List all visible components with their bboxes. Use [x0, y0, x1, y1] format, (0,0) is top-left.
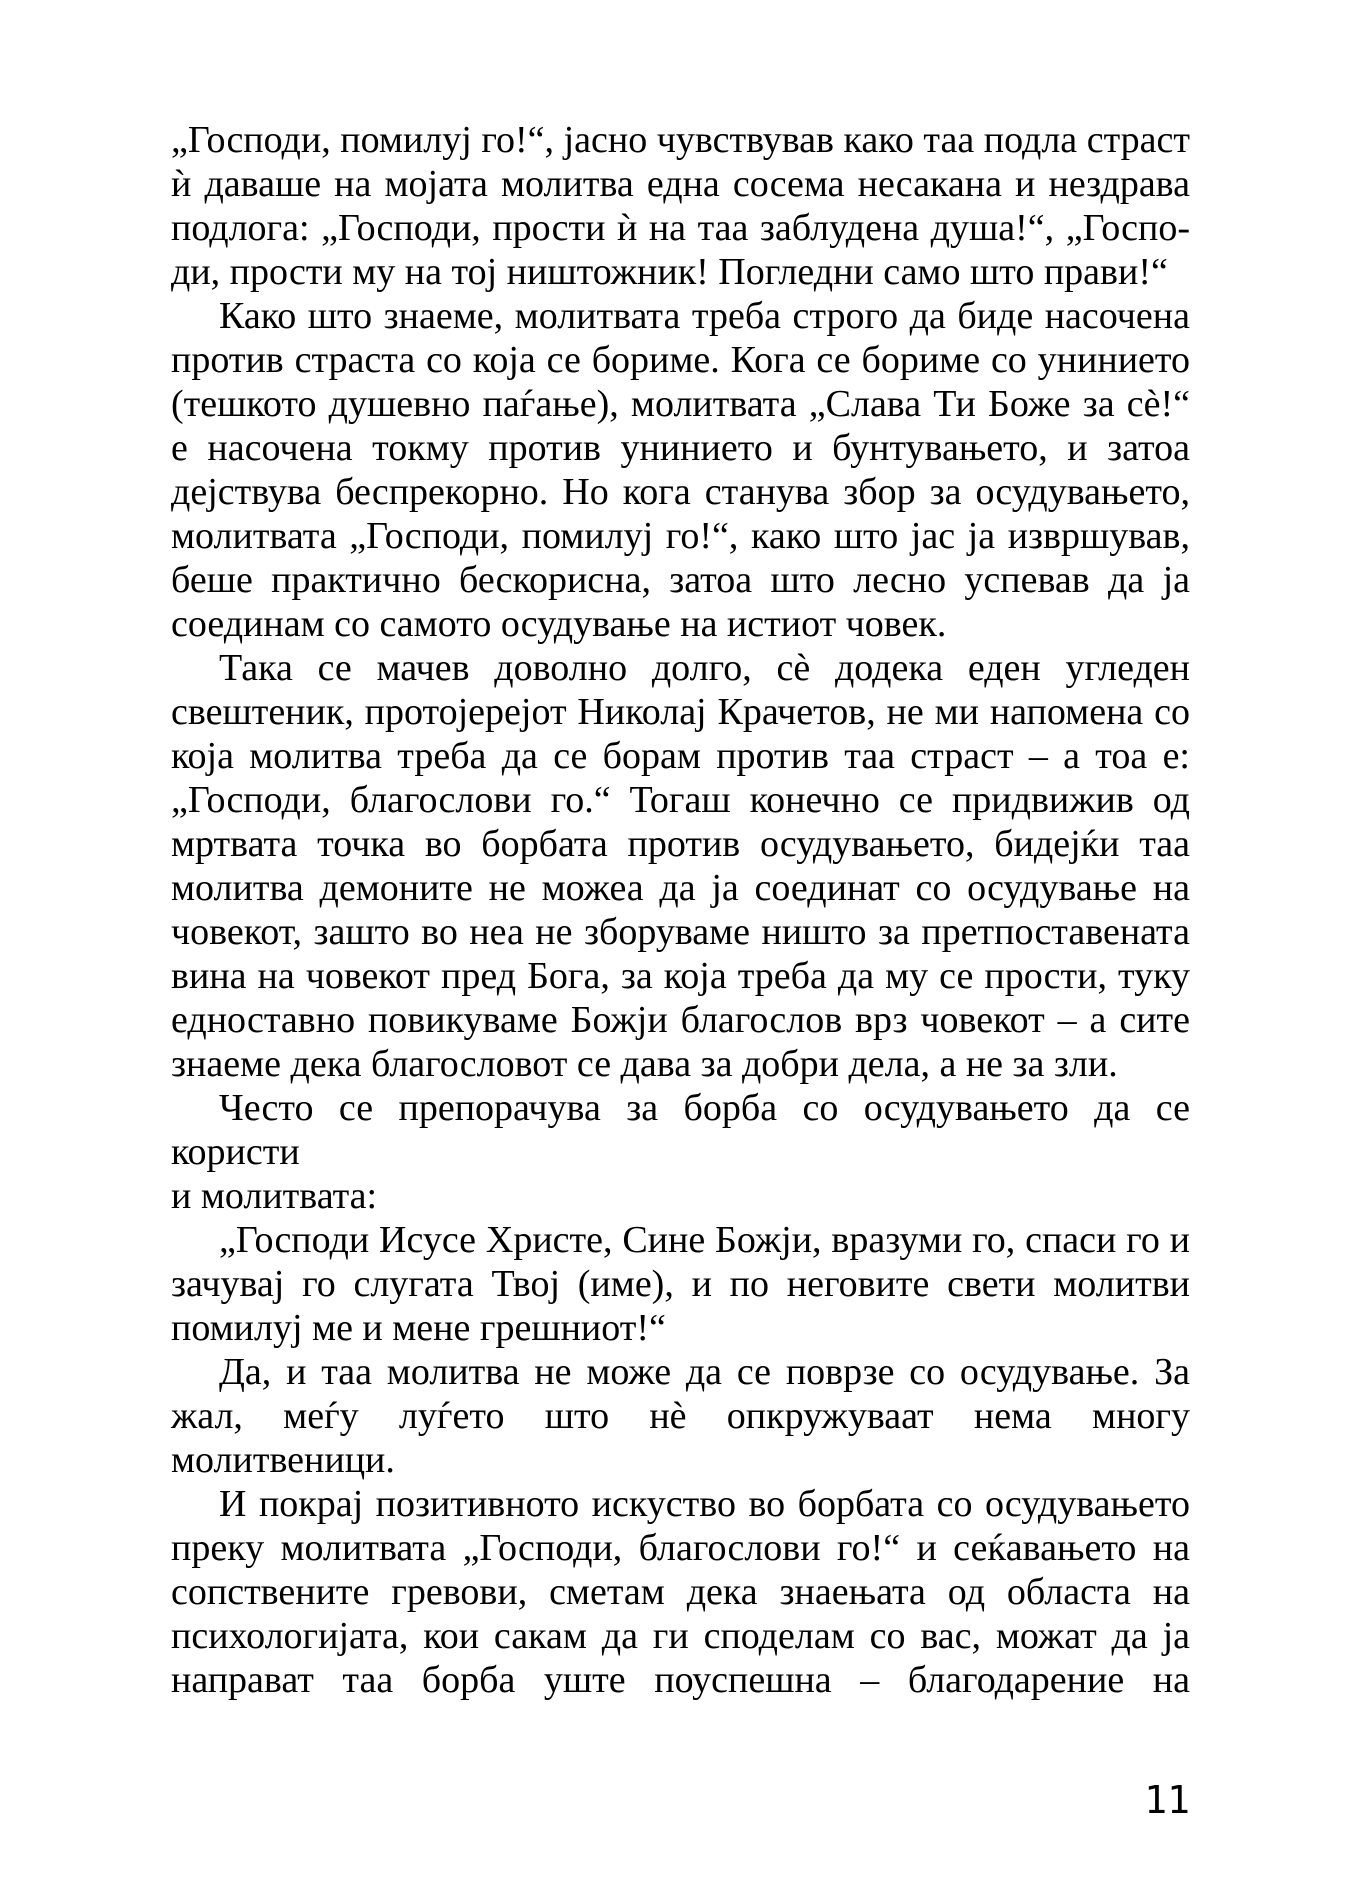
text-line: беше практично бескорисна, затоа што лесно успевав да ја [171, 559, 1190, 601]
text-line: сопствените гревови, сметам дека знаењата од областа на [171, 1571, 1190, 1613]
text-line: која молитва треба да се борам против таа страст – а тоа е: [171, 735, 1190, 777]
page-number: 11 [1144, 1778, 1190, 1822]
text-line: вина на човекот пред Бога, за која треба да му се прости, туку [171, 955, 1190, 997]
text-line: ѝ даваше на мојата молитва една сосема несакана и нездрава [171, 163, 1190, 205]
text-line: „Господи, благослови го.“ Тогаш конечно се придвижив од [171, 779, 1190, 821]
text-line: човекот, зашто во неа не зборуваме ништо за претпоставената [171, 911, 1190, 953]
paragraph [171, 1218, 1190, 1350]
text-line: Да, и таа молитва не може да се поврзе со осудување. За [219, 1351, 1190, 1393]
text-line: помилуј ме и мене грешниот!“ [171, 1307, 666, 1349]
text-line: е насочена токму против унинието и бунтувањето, и затоа [171, 427, 1190, 469]
text-line: знаеме дека благословот се дава за добри дела, а не за зли. [171, 1043, 1118, 1085]
text-line: Така се мачев доволно долго, сѐ додека еден угледен [219, 647, 1190, 689]
text-line: мртвата точка во борбата против осудувањето, бидејќи таа [171, 823, 1190, 865]
text-line: молитвата „Господи, помилуј го!“, како што јас ја извршував, [171, 515, 1190, 557]
text-line: „Господи Исусе Христе, Сине Божји, вразуми го, спаси го и [219, 1219, 1190, 1261]
paragraph [171, 294, 1190, 646]
paragraph [171, 1482, 1190, 1702]
text-line: и молитвата: [171, 1175, 378, 1217]
text-line: (тешкото душевно паѓање), молитвата „Слава Ти Боже за сѐ!“ [171, 383, 1190, 425]
paragraph [171, 118, 1190, 294]
paragraph [171, 1350, 1190, 1482]
text-line: направат таа борба уште поуспешна – благодарение на [171, 1659, 1190, 1701]
text-line: соединам со самото осудување на истиот човек. [171, 603, 947, 645]
text-line: дејствува беспрекорно. Но кога станува збор за осудувањето, [171, 471, 1190, 513]
text-line: молитва демоните не можеа да ја соединат со осудување на [171, 867, 1190, 909]
text-line: зачувај го слугата Твој (име), и по неговите свети молитви [171, 1263, 1190, 1305]
text-line: „Господи, помилуј го!“, јасно чувствував како таа подла страст [171, 119, 1190, 161]
text-line: свештеник, протојерејот Николај Крачетов, не ми напомена со [171, 691, 1190, 733]
text-line: едноставно повикуваме Божји благослов врз човекот – а сите [171, 999, 1190, 1041]
text-line: против страста со која се бориме. Кога се бориме со унинието [171, 339, 1190, 381]
text-line: подлога: „Господи, прости ѝ на таа заблудена душа!“, „Госпо- [171, 207, 1190, 249]
paragraph [171, 1086, 1190, 1218]
text-line: молитвеници. [171, 1439, 395, 1481]
text-line: Како што знаеме, молитвата треба строго да биде насочена [219, 295, 1190, 337]
paragraph [171, 646, 1190, 1086]
text-line: преку молитвата „Господи, благослови го!“ и сеќавањето на [171, 1527, 1190, 1569]
text-line: Често се препорачува за борба со осудувањето да се користи [171, 1087, 1190, 1173]
text-line: психологијата, кои сакам да ги споделам со вас, можат да ја [171, 1615, 1190, 1657]
page-text-block [171, 118, 1190, 1702]
text-line: И покрај позитивното искуство во борбата со осудувањето [219, 1483, 1190, 1525]
text-line: жал, меѓу луѓето што нѐ опкружуваат нема многу [171, 1395, 1190, 1437]
text-line: ди, прости му на тој ништожник! Погледни само што прави!“ [171, 251, 1168, 293]
